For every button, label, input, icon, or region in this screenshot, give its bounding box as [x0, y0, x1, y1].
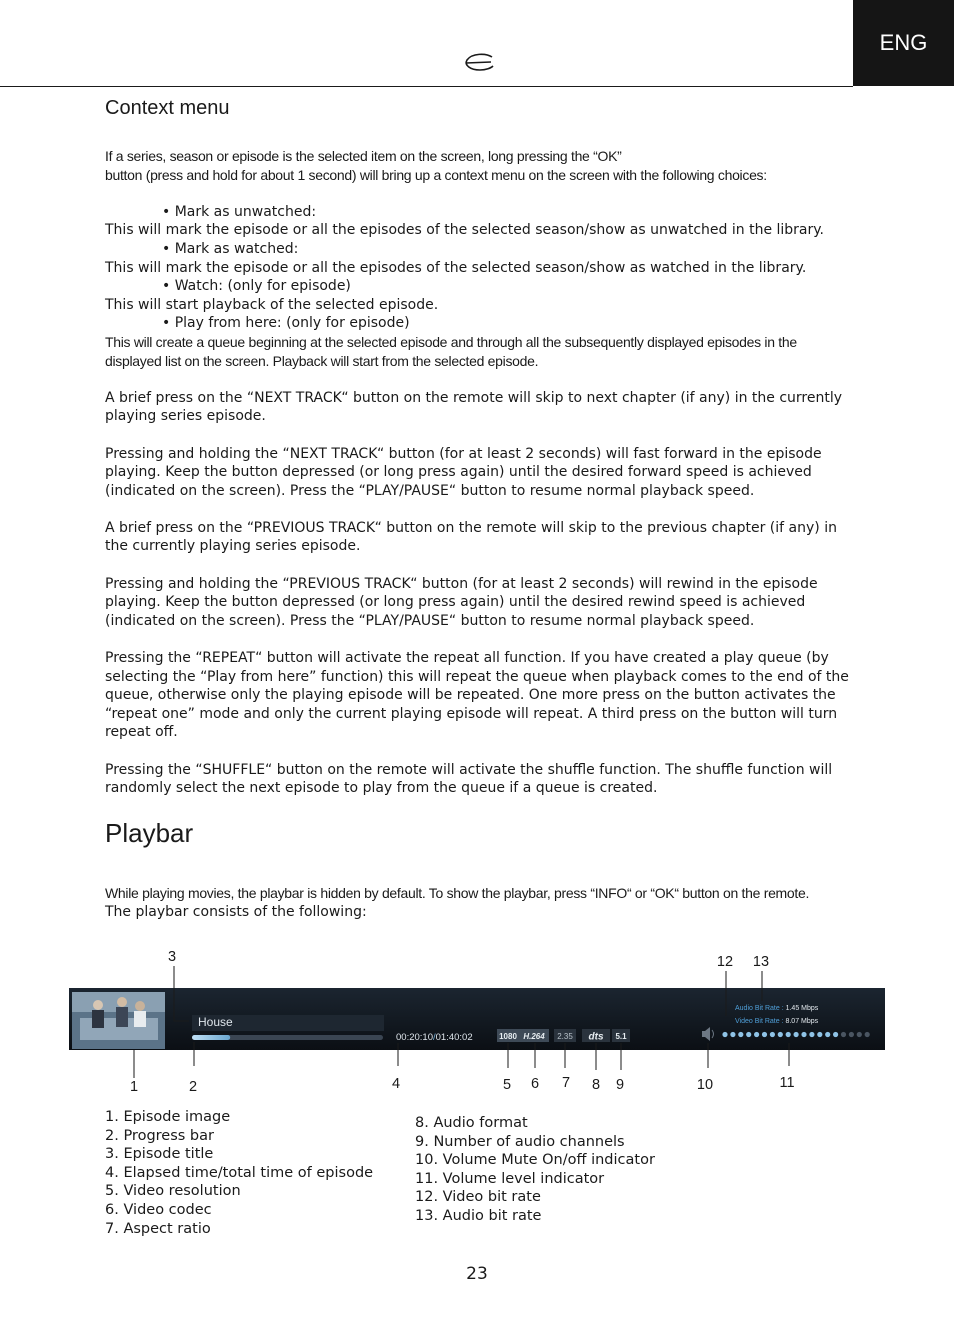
menu-option: • Play from here: (only for episode): [162, 315, 410, 332]
menu-option-desc: This will create a queue beginning at the selected episode and through all the subsequently displayed episodes in the displayed list on the screen. Playback will start from the selected episode.: [105, 333, 797, 369]
legend-item: 5. Video resolution: [105, 1183, 241, 1200]
menu-option: • Mark as watched:: [162, 240, 299, 257]
volume-dot: [833, 1032, 838, 1037]
intro-line: button (press and hold for about 1 second) will bring up a context menu on the screen with the following choices:: [105, 166, 767, 183]
paragraph: A brief press on the “PREVIOUS TRACK“ button on the remote will skip to the previous chapter (if any) in the currently playing series episode.: [105, 519, 837, 555]
legend-item: 13. Audio bit rate: [415, 1207, 542, 1224]
time-readout: [396, 1032, 473, 1043]
volume-dot: [865, 1032, 870, 1037]
volume-dot: [778, 1032, 783, 1037]
volume-dot: [754, 1032, 759, 1037]
callout-number: 13: [752, 954, 770, 970]
callout-number: 12: [716, 954, 734, 970]
video-bitrate-value: 8.07 Mbps: [785, 1018, 819, 1025]
menu-option-desc: This will start playback of the selected episode.: [105, 296, 439, 313]
codec-text: H.264: [523, 1032, 545, 1041]
legend-item: 4. Elapsed time/total time of episode: [105, 1164, 374, 1181]
section-title-context-menu: Context menu: [105, 97, 230, 119]
legend-item: 12. Video bit rate: [415, 1189, 541, 1206]
menu-option: • Mark as unwatched:: [162, 203, 317, 220]
menu-option-desc: This will mark the episode or all the episodes of the selected season/show as unwatched in the library.: [105, 222, 825, 239]
paragraph: Pressing and holding the “PREVIOUS TRACK“ button (for at least 2 seconds) will rewind in the episode playing. Keep the button depressed (or long press again) until the desired rewind speed is achieved (indicated on the screen). Press the “PLAY/PAUSE“ button to resume normal playback speed.: [105, 575, 818, 629]
volume-dot: [722, 1032, 727, 1037]
volume-dot: [849, 1032, 854, 1037]
paragraph: Pressing the “SHUFFLE“ button on the remote will activate the shuffle function. The shuffle function will randomly select the next episode to play from the queue if a queue is created.: [105, 761, 833, 797]
volume-dot: [841, 1032, 846, 1037]
legend-item: 9. Number of audio channels: [415, 1133, 625, 1150]
volume-dot: [825, 1032, 830, 1037]
volume-dot: [770, 1032, 775, 1037]
paragraph: Pressing and holding the “NEXT TRACK“ button (for at least 2 seconds) will fast forward in the episode playing. Keep the button depressed (or long press again) until the desired forward speed is achieved (indicated on the screen). Press the “PLAY/PAUSE“ button to resume normal playback speed.: [105, 445, 822, 499]
page-number: 23: [466, 1264, 488, 1284]
legend-item: 10. Volume Mute On/off indicator: [415, 1152, 655, 1169]
time-separator: /: [432, 1032, 436, 1043]
legend-item: 2. Progress bar: [105, 1127, 214, 1144]
menu-option-desc: This will mark the episode or all the episodes of the selected season/show as watched in the library.: [105, 259, 807, 276]
callout-number: 3: [167, 949, 177, 965]
episode-image: [72, 992, 165, 1049]
time-total: 01:40:02: [435, 1032, 473, 1043]
callout-number: 6: [530, 1076, 540, 1092]
legend-item: 3. Episode title: [105, 1146, 214, 1163]
volume-dot: [762, 1032, 767, 1037]
brand-logo-icon: [462, 52, 498, 74]
context-menu-body: [105, 147, 855, 798]
paragraph: A brief press on the “NEXT TRACK“ button on the remote will skip to next chapter (if any) in the currently playing series episode.: [105, 389, 843, 425]
volume-dot: [786, 1032, 791, 1037]
intro-line: While playing movies, the playbar is hidden by default. To show the playbar, press “INFO“ or “OK“ button on the remote.: [105, 885, 810, 901]
legend-left: [105, 1108, 373, 1238]
episode-title: House: [198, 1015, 233, 1029]
progress-bar-fill: [192, 1035, 230, 1040]
audio-bitrate-value: 1.45 Mbps: [785, 1005, 819, 1012]
playbar-diagram: [0, 940, 954, 1100]
legend-item: 11. Volume level indicator: [415, 1170, 605, 1187]
legend-item: 1. Episode image: [105, 1109, 231, 1125]
header-rule: [0, 86, 853, 87]
intro-line: If a series, season or episode is the selected item on the screen, long pressing the “OK”: [105, 148, 622, 164]
legend-item: 8. Audio format: [415, 1115, 528, 1131]
callout-number: 2: [188, 1079, 198, 1095]
audio-format-text: dts: [588, 1031, 604, 1043]
paragraph: Pressing the “REPEAT“ button will activate the repeat all function. If you have created a play queue (by selecting the “Play from here” function) this will repeat the queue when playback comes to the end of the queue, otherwise only the playing episode will be repeated. One more press on the button activates the “repeat one” mode and only the current playing episode will repeat. A third press on the button will turn repeat off.: [105, 650, 849, 741]
callout-number: 4: [391, 1076, 401, 1092]
volume-dot: [746, 1032, 751, 1037]
volume-dot: [857, 1032, 862, 1037]
aspect-text: 2.35: [557, 1032, 573, 1041]
volume-dot: [730, 1032, 735, 1037]
time-elapsed: 00:20:10: [396, 1032, 433, 1043]
playbar-intro: [105, 884, 855, 921]
callout-number: 10: [696, 1077, 714, 1093]
callout-number: 9: [615, 1077, 625, 1093]
volume-dot: [794, 1032, 799, 1037]
callout-number: 8: [591, 1077, 601, 1093]
video-bitrate-label: Video Bit Rate :: [735, 1018, 786, 1025]
resolution-text: 1080: [499, 1032, 517, 1041]
volume-dot: [809, 1032, 814, 1037]
callout-number: 1: [129, 1079, 139, 1095]
section-title-playbar: Playbar: [105, 818, 194, 848]
legend-right: [415, 1114, 655, 1226]
volume-dot: [738, 1032, 743, 1037]
intro-line: The playbar consists of the following:: [105, 903, 367, 920]
menu-option: • Watch: (only for episode): [162, 278, 351, 295]
legend-item: 6. Video codec: [105, 1201, 212, 1218]
video-bitrate: [735, 1018, 819, 1025]
audio-bitrate-label: Audio Bit Rate :: [735, 1005, 786, 1012]
volume-dot: [817, 1032, 822, 1037]
audio-bitrate: [735, 1005, 819, 1012]
callout-number: 5: [502, 1077, 512, 1093]
legend-item: 7. Aspect ratio: [105, 1220, 211, 1237]
channels-text: 5.1: [615, 1032, 627, 1041]
callout-number: 7: [561, 1075, 571, 1091]
callout-number: 11: [779, 1075, 795, 1091]
language-tab: ENG: [853, 0, 954, 86]
volume-dot: [801, 1032, 806, 1037]
